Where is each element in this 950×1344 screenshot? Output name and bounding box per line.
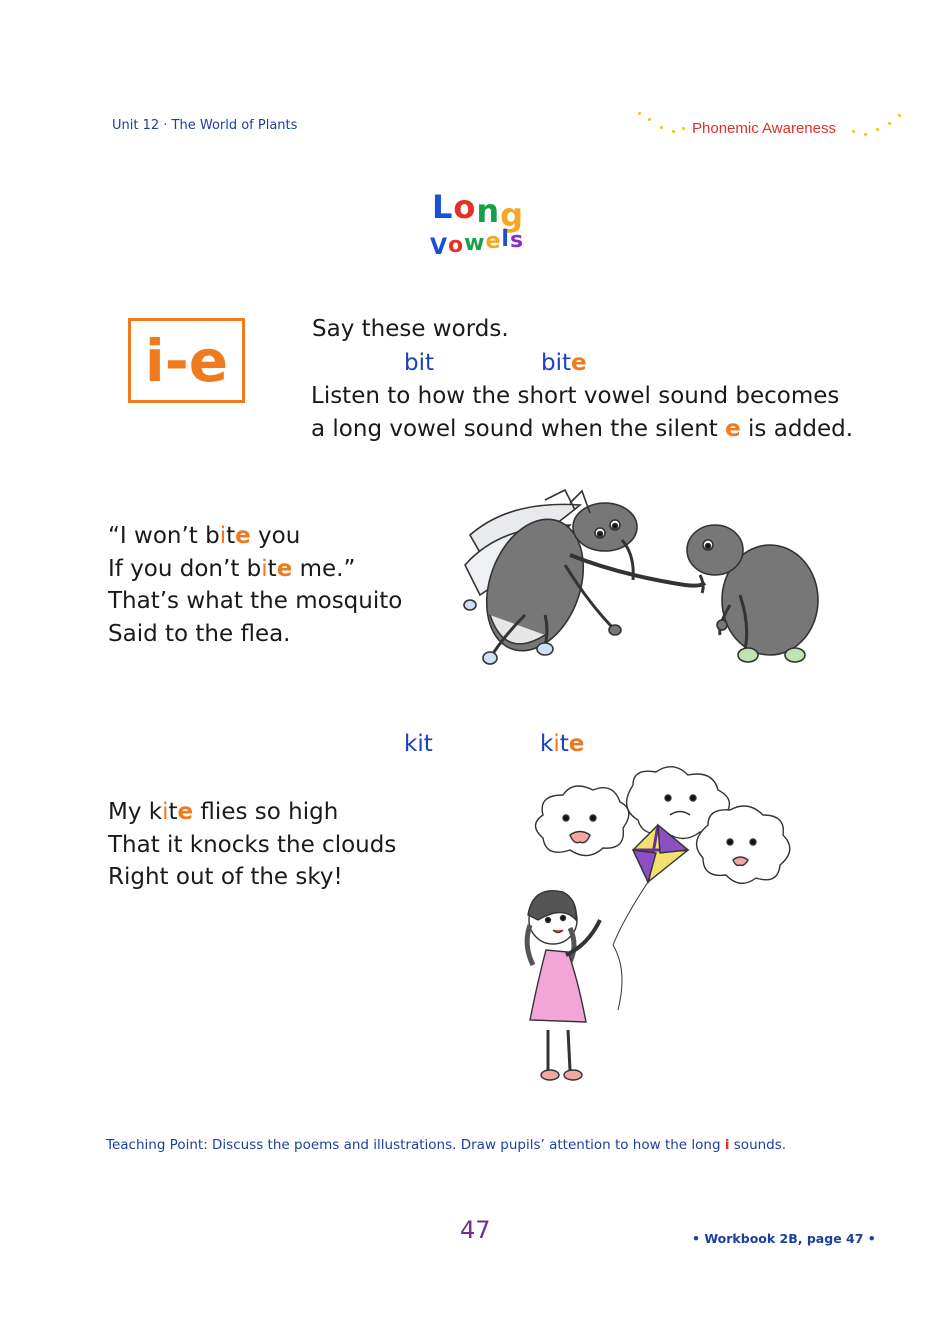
word-bit: bit: [404, 350, 435, 376]
unit-header: Unit 12 · The World of Plants: [112, 118, 298, 133]
poem-line: Right out of the sky!: [108, 864, 343, 890]
poem-line: Said to the flea.: [108, 620, 291, 647]
poem-mosquito: [108, 520, 402, 650]
mosquito-flea-illustration: [450, 485, 830, 675]
poem-line: “I won’t bite you: [108, 523, 301, 549]
section-header: [636, 108, 906, 148]
title-letter: o: [448, 233, 465, 258]
title-letter: n: [476, 192, 501, 230]
title-letter: L: [432, 188, 454, 226]
title-letter: g: [500, 196, 525, 234]
title-letter: o: [453, 188, 477, 226]
vowel-pattern: i-e: [144, 326, 229, 395]
page-number: 47: [460, 1216, 491, 1244]
poem-line: That’s what the mosquito: [108, 588, 403, 614]
title-letter: s: [509, 228, 525, 253]
word-kit: kit: [404, 731, 433, 757]
section-label: Phonemic Awareness: [692, 120, 836, 137]
teaching-point: Teaching Point: Discuss the poems and illustrations. Draw pupils’ attention to how the long i sounds.: [106, 1137, 787, 1153]
poem-line: If you don’t bite me.”: [108, 555, 356, 582]
instruction-line-2: a long vowel sound when the silent e is added.: [311, 416, 854, 442]
workbook-reference: • Workbook 2B, page 47 •: [692, 1231, 876, 1246]
instruction-line-1: Listen to how the short vowel sound becomes: [311, 383, 840, 409]
poem-line: My kite flies so high: [108, 799, 339, 825]
title-vowels: [430, 227, 525, 260]
title-long: [432, 188, 525, 234]
word-kite: kite: [540, 731, 585, 757]
title-letter: V: [430, 235, 449, 260]
say-words-text: Say these words.: [312, 316, 509, 342]
vowel-pattern-box: [128, 318, 245, 403]
word-bite: bite: [541, 350, 587, 376]
kite-girl-illustration: [508, 770, 808, 1090]
title-letter: w: [464, 231, 486, 256]
poem-kite: [108, 796, 396, 894]
poem-line: That it knocks the clouds: [108, 831, 397, 858]
title-letter: e: [485, 229, 502, 254]
title-letter: l: [501, 227, 510, 252]
